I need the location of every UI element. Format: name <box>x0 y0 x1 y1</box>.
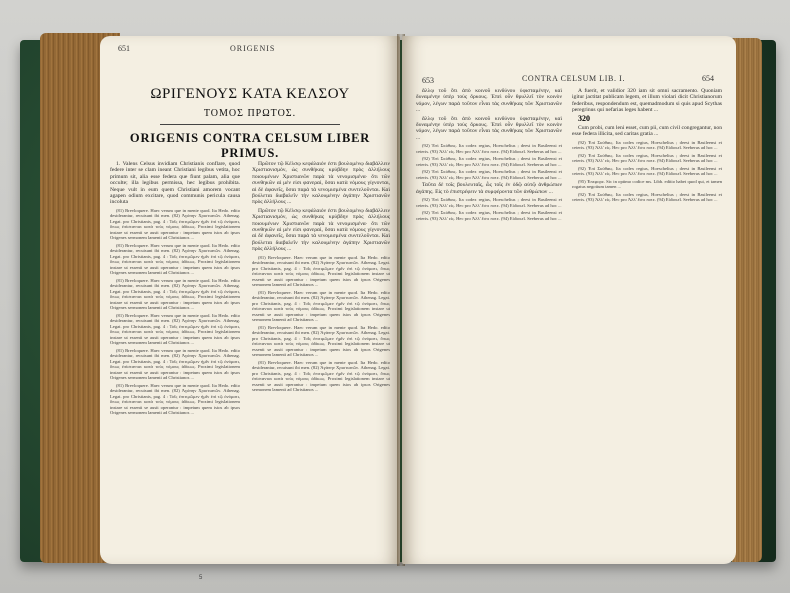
right-greek-notes-3: (92) Ἐπὶ Σκύθαις. Ita codex regius, Hoeschelius ; deest in Basileensi et ceteris. (93) Ἀλλ' εἰς. Hec pro Ἀλλ' ἔστι ποτε. (94) Εὐδοκεῖ. Seeberus ad hoc ... <box>416 169 562 180</box>
right-latin-paragraph <box>572 88 722 114</box>
latin-notes-repeat-4: (81) Brevloquere. Haec verum que in mente quod. Ita Hedo. edito desiderantur, recuisunt ibi men. (82) Ἀγάπην Χριστιανῶν. Athenag. Legat. pro Christianis, pag. 4 : Τοῖς ἐπιτιμῶμεν ἡμῖν ἐπὶ τῷ ὀνόματι, ὅπως ἐπίστανται κατὰ τοὺς νόμους ἀδίκως. Proximi legislationem instare ut essenti se ausit operantur : impetum quem istos ab ipsos Origenes sermonem lamenti ad Christianos ... <box>110 347 240 381</box>
right-greek-notes-5: (92) Ἐπὶ Σκύθαις. Ita codex regius, Hoeschelius ; deest in Basileensi et ceteris. (93) Ἀλλ' εἰς. Hec pro Ἀλλ' ἔστι ποτε. (94) Εὐδοκεῖ. Seeberus ad hoc ... <box>416 210 562 221</box>
right-latin-notes-3: (92) Ἐπὶ Σκύθαις. Ita codex regius, Hoeschelius ; deest in Basileensi et ceteris. (93) Ἀλλ' εἰς. Hec pro Ἀλλ' ἔστι ποτε. (94) Εὐδοκεῖ. Seeberus ad hoc ... <box>572 165 722 177</box>
left-running-head: ORIGENIS <box>230 44 276 53</box>
right-greek-column <box>416 88 562 548</box>
left-greek-column <box>252 161 390 551</box>
greek-notes-3: (81) Brevloquere. Haec verum que in mente quod. Ita Hedo. edito desiderantur, recuisunt ibi men. (82) Ἀγάπην Χριστιανῶν. Athenag. Legat. pro Christianis, pag. 4 : Τοῖς ἐπιτιμῶμεν ἡμῖν ἐπὶ τῷ ὀνόματι, ὅπως ἐπίστανται κατὰ τοὺς νόμους ἀδίκως. Proximi legislationem instare ut essenti se ausit operantur : impetum quem istos ab ipsos Origenes sermonem lamenti ad Christianos ... <box>252 324 390 358</box>
title-greek: ΩΡΙΓΕΝΟΥΣ ΚΑΤΑ ΚΕΛΣΟΥ <box>150 86 350 102</box>
page-marker: 320 <box>578 113 590 123</box>
right-greek-notes-2: (92) Ἐπὶ Σκύθαις. Ita codex regius, Hoeschelius ; deest in Basileensi et ceteris. (93) Ἀλλ' εἰς. Hec pro Ἀλλ' ἔστι ποτε. (94) Εὐδοκεῖ. Seeberus ad hoc ... <box>416 156 562 167</box>
greek-notes: (81) Brevloquere. Haec verum que in mente quod. Ita Hedo. edito desiderantur, recuisunt ibi men. (82) Ἀγάπην Χριστιανῶν. Athenag. Legat. pro Christianis, pag. 4 : Τοῖς ἐπιτιμῶμεν ἡμῖν ἐπὶ τῷ ὀνόματι, ὅπως ἐπίστανται κατὰ τοὺς νόμους ἀδίκως. Proximi legislationem instare ut essenti se ausit operantur : impetum quem istos ab ipsos Origenes sermonem lamenti ad Christianos ... <box>252 254 390 288</box>
right-latin-mid: Cum probi, cum leni esset, cum pii, cum civil congregantur, non esse federa illicita, sed caritas gratia ... <box>572 125 722 138</box>
greek-notes-2: (81) Brevloquere. Haec verum que in mente quod. Ita Hedo. edito desiderantur, recuisunt ibi men. (82) Ἀγάπην Χριστιανῶν. Athenag. Legat. pro Christianis, pag. 4 : Τοῖς ἐπιτιμῶμεν ἡμῖν ἐπὶ τῷ ὀνόματι, ὅπως ἐπίστανται κατὰ τοὺς νόμους ἀδίκως. Proximi legislationem instare ut essenti se ausit operantur : impetum quem istos ab ipsos Origenes sermonem lamenti ad Christianos ... <box>252 289 390 323</box>
greek-paragraph-2: Πρῶτον τῷ Κέλσῳ κεφάλαιόν ἐστι βουλομένῳ διαβάλλειν Χριστιανισμόν, ὡς συνθήκας κρύβδην πρὸς ἀλλήλους ποιουμένων Χριστιανῶν παρὰ τὰ νενομισμένα· ὅτι τῶν συνθηκῶν αἱ μέν εἰσι φανεραί, ὅσαι κατὰ νόμους γίγνονται, αἱ δὲ ἀφανεῖς, ὅσαι παρὰ τὰ νενομισμένα συντελοῦνται. Καὶ βούλεται διαβαλεῖν τὴν καλουμένην ἀγάπην Χριστιανῶν πρὸς ἀλλήλους ... <box>252 207 390 253</box>
subtitle-greek: ΤΟΜΟΣ ΠΡΩΤΟΣ. <box>203 108 297 119</box>
footer-mark: 5 <box>199 575 203 581</box>
right-page-number-right: 654 <box>702 74 714 83</box>
latin-notes: (81) Brevloquere. Haec verum que in mente quod. Ita Hedo. edito desiderantur, recuisunt ibi men. (82) Ἀγάπην Χριστιανῶν. Athenag. Legat. pro Christianis, pag. 4 : Τοῖς ἐπιτιμῶμεν ἡμῖν ἐπὶ τῷ ὀνόματι, ὅπως ἐπίστανται κατὰ τοὺς νόμους ἀδίκως. Proximi legislationem instare ut essenti se ausit operantur : impetum quem istos ab ipsos Origenes sermonem lamenti ad Christianos ... <box>110 207 240 241</box>
right-running-head: CONTRA CELSUM LIB. I. <box>522 74 626 83</box>
title-latin: ORIGENIS CONTRA CELSUM LIBER PRIMUS. <box>129 131 371 160</box>
page-edges-right <box>732 38 762 562</box>
right-page-number-left: 653 <box>422 76 434 85</box>
left-latin-column <box>110 161 240 551</box>
latin-notes-repeat-2: (81) Brevloquere. Haec verum que in mente quod. Ita Hedo. edito desiderantur, recuisunt ibi men. (82) Ἀγάπην Χριστιανῶν. Athenag. Legat. pro Christianis, pag. 4 : Τοῖς ἐπιτιμῶμεν ἡμῖν ἐπὶ τῷ ὀνόματι, ὅπως ἐπίστανται κατὰ τοὺς νόμους ἀδίκως. Proximi legislationem instare ut essenti se ausit operantur : impetum quem istos ab ipsos Origenes sermonem lamenti ad Christianos ... <box>110 277 240 311</box>
right-greek-paragraph: ἄλλῳ τοῦ ὅτι ἀπὸ κοινοῦ κινδύνου ὑφισταμένην, καὶ δυναμένην ὑπὲρ τοὺς ὅρκους. Ἐπεὶ οὖν θρυλλεῖ τὸν κοινὸν νόμον, λέγων παρὰ τοῦτον εἶναι τὰς συνθήκας τῶν Χριστιανῶν ... <box>416 88 562 114</box>
latin-notes-repeat-3: (81) Brevloquere. Haec verum que in mente quod. Ita Hedo. edito desiderantur, recuisunt ibi men. (82) Ἀγάπην Χριστιανῶν. Athenag. Legat. pro Christianis, pag. 4 : Τοῖς ἐπιτιμῶμεν ἡμῖν ἐπὶ τῷ ὀνόματι, ὅπως ἐπίστανται κατὰ τοὺς νόμους ἀδίκως. Proximi legislationem instare ut essenti se ausit operantur : impetum quem istos ab ipsos Origenes sermonem lamenti ad Christianos ... <box>110 312 240 346</box>
right-latin-column <box>572 88 722 548</box>
right-greek-paragraph-2: ἄλλῳ τοῦ ὅτι ἀπὸ κοινοῦ κινδύνου ὑφισταμένην, καὶ δυναμένην ὑπὲρ τοὺς ὅρκους. Ἐπεὶ οὖν θρυλλεῖ τὸν κοινὸν νόμον, λέγων παρὰ τοῦτον εἶναι τὰς συνθήκας τῶν Χριστιανῶν ... <box>416 115 562 141</box>
title-rule <box>160 124 340 125</box>
right-latin-notes: (92) Ἐπὶ Σκύθαις. Ita codex regius, Hoeschelius ; deest in Basileensi et ceteris. (93) Ἀλλ' εἰς. Hec pro Ἀλλ' ἔστι ποτε. (94) Εὐδοκεῖ. Seeberus ad hoc ... <box>572 139 722 151</box>
latin-paragraph: 1. Valens Celsus invidiam Christianis conflare, quod federe inter se clam ineant Christiani legibus vetita, hoc primum sit, alia esse federa que fiunt palam, alia que occulte; illa legibus permissa, hec legibus prohibita. Neque vult in eum quem Christiani amorem vocant agapen odium excitare, quod communis pericula causa incoluta <box>110 161 240 206</box>
right-page <box>402 36 736 564</box>
right-latin-start: A fuerit, et validior 320 iam sit omni sacramento. Quoniam igitur jactitat publicam legem, et illum violari dicit Christianorum federibus, respondendum est, quemadmodum si quis apud Scythas peregrinus qui nefarias leges habent ... <box>572 88 722 114</box>
right-greek-bottom: Ταῦτα δὲ τοῖς βουλευταῖς, ὧς τοῖς ἐν ὁδῷ αὐτῷ ἀνθρώπων ἀγάπης. Εἰς τὸ ἐπιστρέφειν τὰ συμφέροντα τῶν ἀνθρώπων ... <box>416 182 562 195</box>
left-page-number: 651 <box>118 44 130 53</box>
right-greek-notes-4: (92) Ἐπὶ Σκύθαις. Ita codex regius, Hoeschelius ; deest in Basileensi et ceteris. (93) Ἀλλ' εἰς. Hec pro Ἀλλ' ἔστι ποτε. (94) Εὐδοκεῖ. Seeberus ad hoc ... <box>416 197 562 208</box>
left-page <box>100 36 400 564</box>
greek-paragraph: Πρῶτον τῷ Κέλσῳ κεφάλαιόν ἐστι βουλομένῳ διαβάλλειν Χριστιανισμόν, ὡς συνθήκας κρύβδην πρὸς ἀλλήλους ποιουμένων Χριστιανῶν παρὰ τὰ νενομισμένα· ὅτι τῶν συνθηκῶν αἱ μέν εἰσι φανεραί, ὅσαι κατὰ νόμους γίγνονται, αἱ δὲ ἀφανεῖς, ὅσαι παρὰ τὰ νενομισμένα συντελοῦνται. Καὶ βούλεται διαβαλεῖν τὴν καλουμένην ἀγάπην Χριστιανῶν πρὸς ἀλλήλους ... <box>252 161 390 206</box>
right-latin-bottom: (95) Ἐπεφορε. Sic in optimo codice ms. Libb. editio habet quod qui, et tamen rogatus negotium tamen ... <box>572 178 722 190</box>
right-latin-notes-2: (92) Ἐπὶ Σκύθαις. Ita codex regius, Hoeschelius ; deest in Basileensi et ceteris. (93) Ἀλλ' εἰς. Hec pro Ἀλλ' ἔστι ποτε. (94) Εὐδοκεῖ. Seeberus ad hoc ... <box>572 152 722 164</box>
marker-line <box>572 113 722 123</box>
right-greek-notes: (92) Ἐπὶ Σκύθαις. Ita codex regius, Hoeschelius ; deest in Basileensi et ceteris. (93) Ἀλλ' εἰς. Hec pro Ἀλλ' ἔστι ποτε. (94) Εὐδοκεῖ. Seeberus ad hoc ... <box>416 143 562 154</box>
latin-notes-repeat-5: (81) Brevloquere. Haec verum que in mente quod. Ita Hedo. edito desiderantur, recuisunt ibi men. (82) Ἀγάπην Χριστιανῶν. Athenag. Legat. pro Christianis, pag. 4 : Τοῖς ἐπιτιμῶμεν ἡμῖν ἐπὶ τῷ ὀνόματι, ὅπως ἐπίστανται κατὰ τοὺς νόμους ἀδίκως. Proximi legislationem instare ut essenti se ausit operantur : impetum quem istos ab ipsos Origenes sermonem lamenti ad Christianos ... <box>110 382 240 416</box>
latin-notes-repeat: (81) Brevloquere. Haec verum que in mente quod. Ita Hedo. edito desiderantur, recuisunt ibi men. (82) Ἀγάπην Χριστιανῶν. Athenag. Legat. pro Christianis, pag. 4 : Τοῖς ἐπιτιμῶμεν ἡμῖν ἐπὶ τῷ ὀνόματι, ὅπως ἐπίστανται κατὰ τοὺς νόμους ἀδίκως. Proximi legislationem instare ut essenti se ausit operantur : impetum quem istos ab ipsos Origenes sermonem lamenti ad Christianos ... <box>110 242 240 276</box>
greek-notes-4: (81) Brevloquere. Haec verum que in mente quod. Ita Hedo. edito desiderantur, recuisunt ibi men. (82) Ἀγάπην Χριστιανῶν. Athenag. Legat. pro Christianis, pag. 4 : Τοῖς ἐπιτιμῶμεν ἡμῖν ἐπὶ τῷ ὀνόματι, ὅπως ἐπίστανται κατὰ τοὺς νόμους ἀδίκως. Proximi legislationem instare ut essenti se ausit operantur : impetum quem istos ab ipsos Origenes sermonem lamenti ad Christianos ... <box>252 359 390 393</box>
right-latin-notes-4: (92) Ἐπὶ Σκύθαις. Ita codex regius, Hoeschelius ; deest in Basileensi et ceteris. (93) Ἀλλ' εἰς. Hec pro Ἀλλ' ἔστι ποτε. (94) Εὐδοκεῖ. Seeberus ad hoc ... <box>572 191 722 203</box>
